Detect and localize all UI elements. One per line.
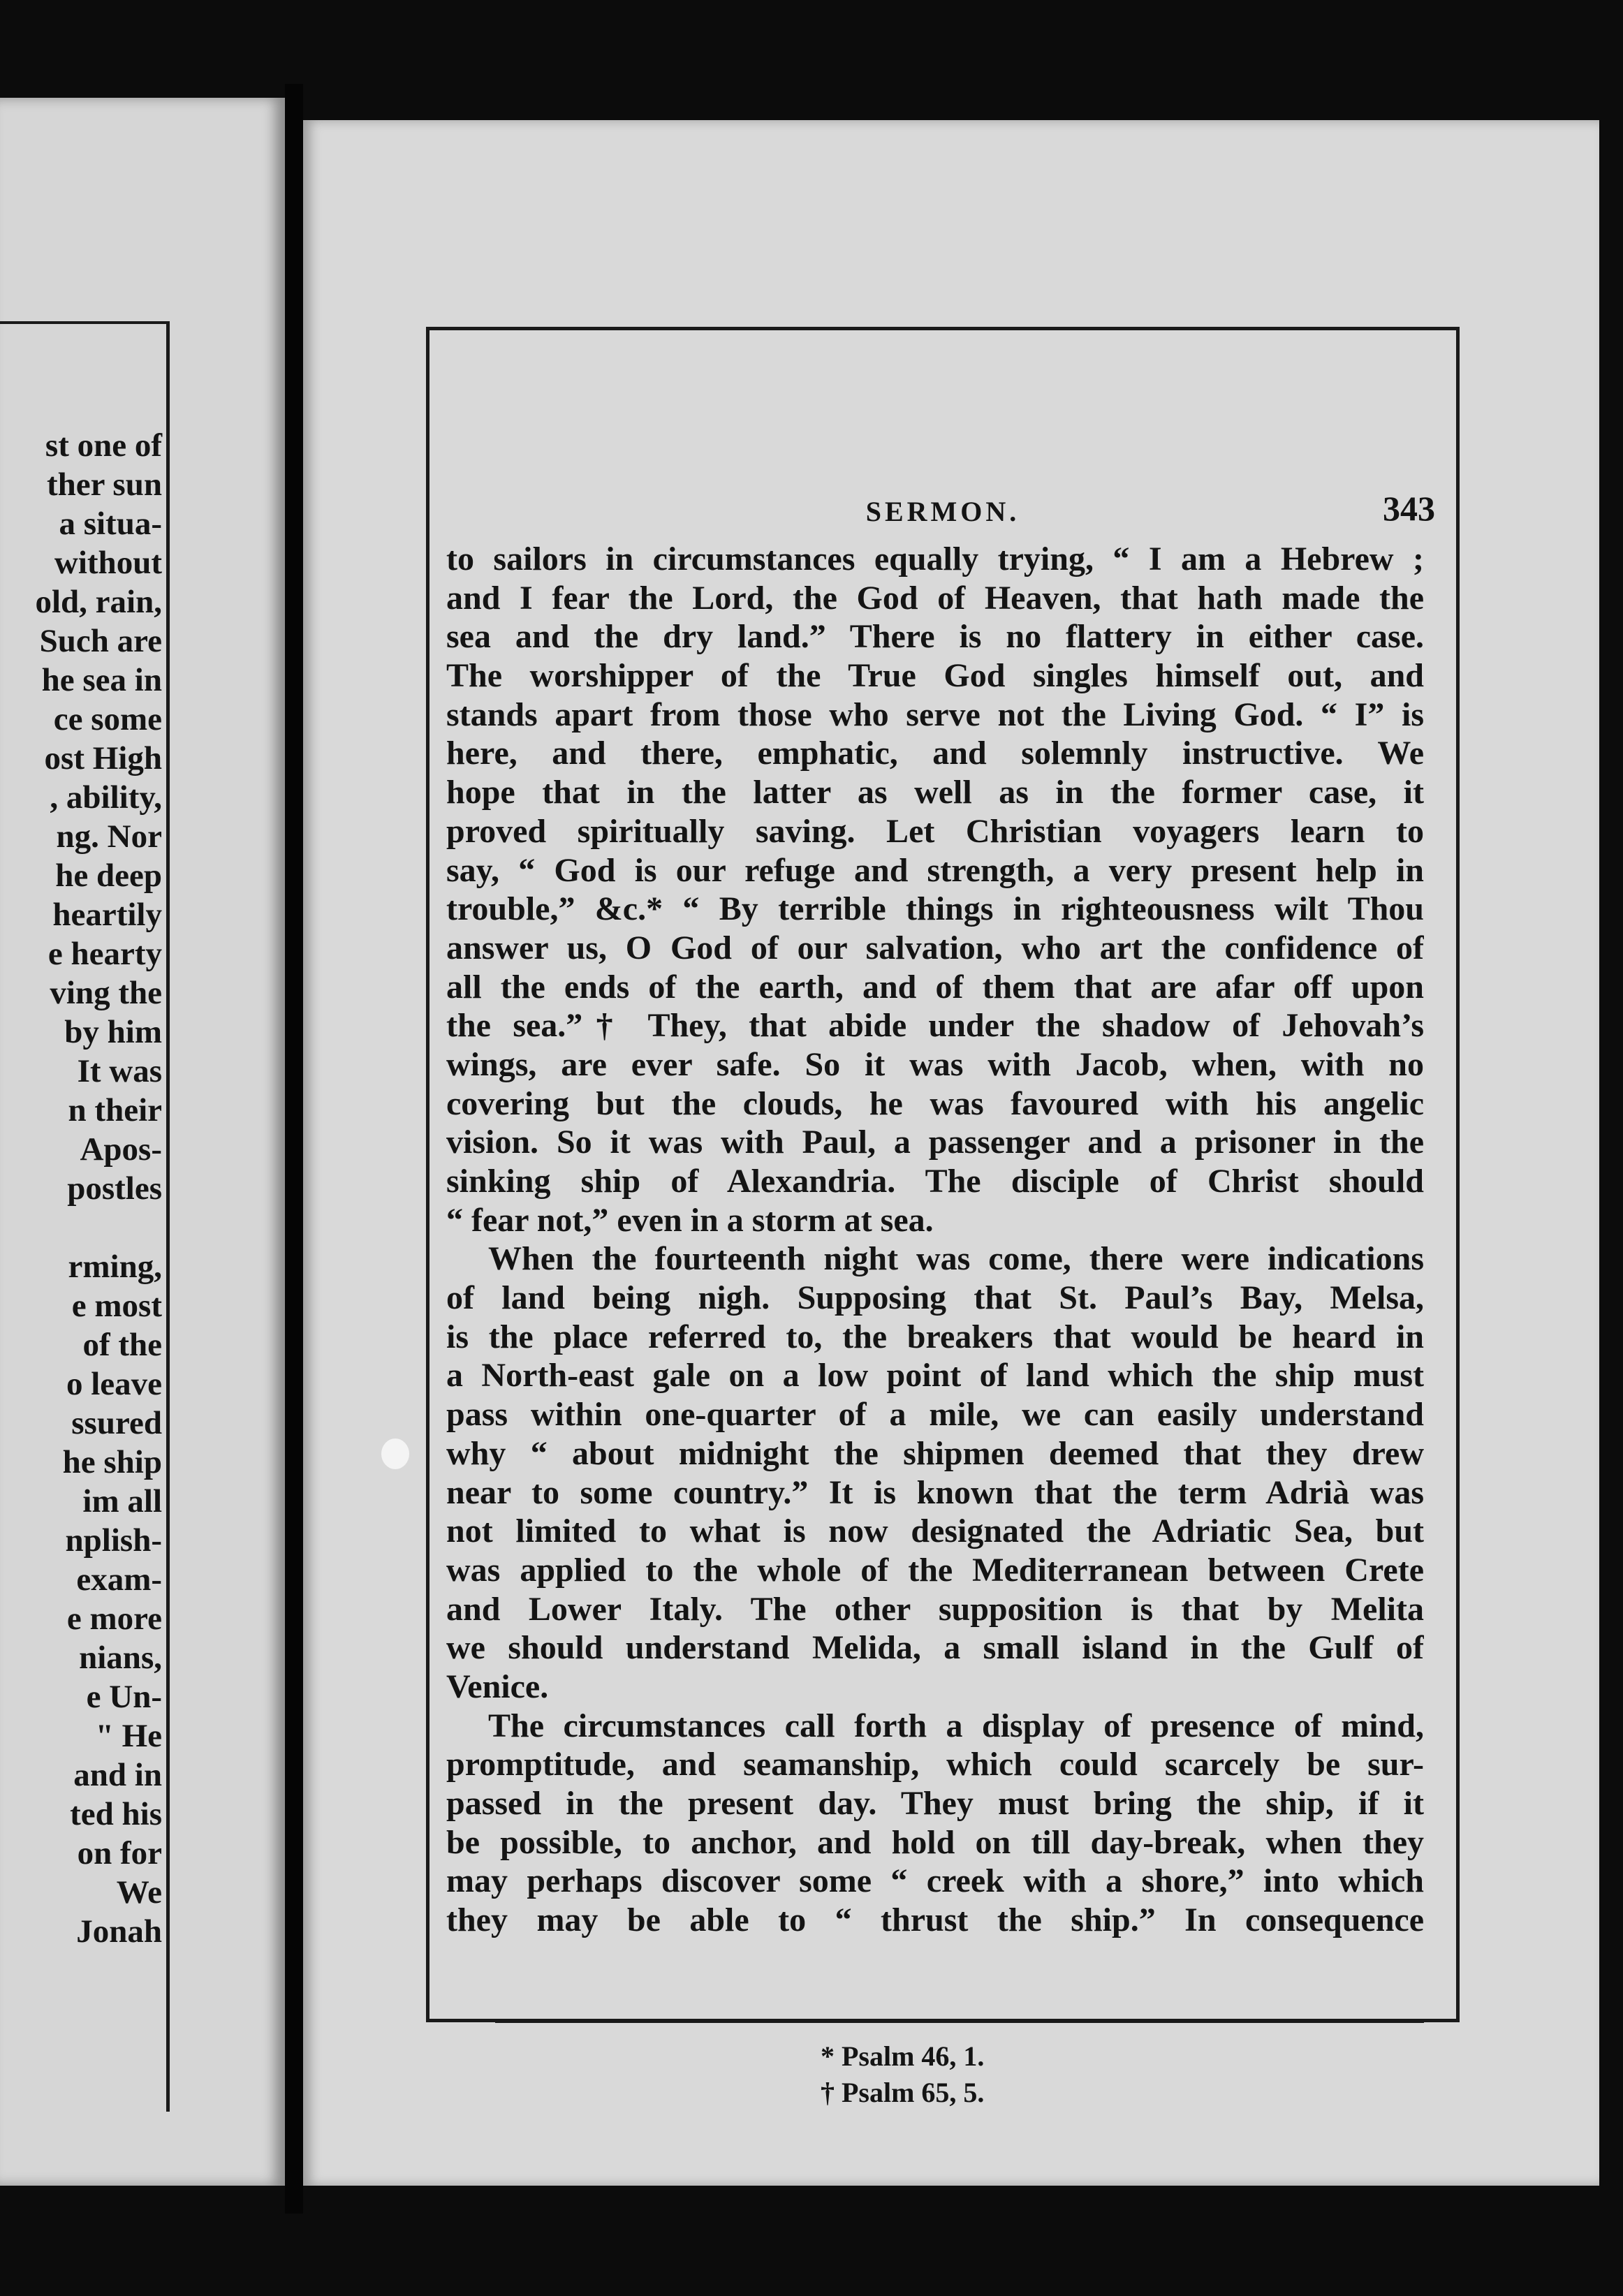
facing-page-fragment — [0, 98, 285, 2186]
facing-line: he deep — [55, 858, 162, 894]
facing-line: ce some — [53, 701, 162, 737]
facing-line: and in — [73, 1757, 162, 1793]
text-line: they may be able to “ thrust the ship.” In consequence — [446, 1901, 1424, 1939]
binding-gutter — [285, 84, 303, 2214]
text-line: Venice. — [446, 1668, 549, 1705]
text-line: When the fourteenth night was come, there were indications — [488, 1240, 1424, 1278]
facing-line: Apos- — [80, 1131, 162, 1168]
footnotes — [429, 2038, 1456, 2111]
facing-line: ving the — [50, 975, 162, 1011]
facing-line: e Un- — [86, 1679, 162, 1715]
text-line: why “ about midnight the shipmen deemed that they drew — [446, 1434, 1424, 1472]
text-line: answer us, O God of our salvation, who art the confidence of — [446, 929, 1424, 966]
text-line: “ fear not,” even in a storm at sea. — [446, 1201, 934, 1239]
text-line: near to some country.” It is known that the term Adrià was — [446, 1473, 1424, 1511]
footnote: * Psalm 46, 1. — [821, 2040, 985, 2072]
facing-line: , ability, — [50, 779, 162, 816]
facing-line: rming, — [68, 1249, 162, 1285]
facing-line: st one of — [45, 427, 162, 464]
text-line: passed in the present day. They must bring the ship, if it — [446, 1785, 1424, 1822]
facing-line: on for — [77, 1835, 162, 1871]
text-line: the sea.”† They, that abide under the shadow of Jehovah’s — [446, 1007, 1424, 1045]
text-line: sea and the dry land.” There is no flattery in either case. — [446, 618, 1424, 656]
facing-line — [0, 1208, 162, 1247]
facing-line: It was — [77, 1053, 162, 1089]
paper-blemish — [381, 1438, 409, 1469]
text-line: may perhaps discover some “ creek with a shore,” into which — [446, 1862, 1424, 1900]
facing-line: of the — [82, 1327, 162, 1363]
text-line: we should understand Melida, a small island in the Gulf of — [446, 1629, 1424, 1667]
main-page — [303, 120, 1599, 2186]
facing-line: nians, — [79, 1640, 162, 1676]
text-line: vision. So it was with Paul, a passenger and a prisoner in the — [446, 1124, 1424, 1161]
text-line: here, and there, emphatic, and solemnly instructive. We — [446, 735, 1424, 772]
facing-page-text — [0, 426, 162, 1951]
facing-line: nplish- — [65, 1522, 162, 1559]
facing-line: a situa- — [59, 506, 162, 542]
text-line: pass within one-quarter of a mile, we can easily understand — [446, 1396, 1424, 1434]
text-line: say, “ God is our refuge and strength, a very present help in — [446, 851, 1424, 889]
text-line: wings, are ever safe. So it was with Jacob, when, with no — [446, 1045, 1424, 1083]
page-number: 343 — [1383, 489, 1435, 528]
text-line: stands apart from those who serve not the Living God. “ I” is — [446, 696, 1424, 733]
facing-line: by him — [64, 1014, 162, 1050]
text-line: proved spiritually saving. Let Christian voyagers learn to — [446, 812, 1424, 850]
running-title: SERMON. — [865, 496, 1020, 527]
text-line: trouble,” &c.* “ By terrible things in righteousness wilt Thou — [446, 890, 1424, 928]
running-head — [429, 489, 1456, 537]
text-line: a North-east gale on a low point of land which the ship must — [446, 1357, 1424, 1394]
facing-line: e most — [71, 1288, 162, 1324]
facing-line: ssured — [71, 1405, 162, 1441]
text-line: was applied to the whole of the Mediterranean between Crete — [446, 1551, 1424, 1589]
facing-line: ther sun — [47, 466, 162, 503]
footnote-rule — [495, 2020, 1424, 2023]
text-line: all the ends of the earth, and of them that are afar off upon — [446, 968, 1424, 1006]
facing-line: he sea in — [41, 662, 162, 698]
text-line: The circumstances call forth a display of presence of mind, — [488, 1707, 1424, 1744]
footnote: † Psalm 65, 5. — [821, 2077, 985, 2108]
facing-line: ng. Nor — [56, 818, 162, 855]
facing-line: he ship — [62, 1444, 162, 1480]
text-line: be possible, to anchor, and hold on till day-break, when they — [446, 1823, 1424, 1861]
text-line: to sailors in circumstances equally trying, “ I am a Hebrew ; — [446, 540, 1424, 577]
facing-line: ted his — [70, 1796, 162, 1832]
body-text — [446, 540, 1424, 1940]
facing-line: heartily — [52, 897, 162, 933]
text-line: and I fear the Lord, the God of Heaven, that hath made the — [446, 579, 1424, 617]
facing-line: ost High — [44, 740, 162, 777]
facing-line: without — [54, 545, 162, 581]
text-line: covering but the clouds, he was favoured with his angelic — [446, 1084, 1424, 1122]
facing-line: e hearty — [47, 936, 162, 972]
facing-line: e more — [66, 1600, 162, 1637]
text-line: sinking ship of Alexandria. The disciple of Christ should — [446, 1163, 1424, 1200]
facing-line: " He — [95, 1718, 162, 1754]
facing-line: im all — [82, 1483, 162, 1519]
text-line: hope that in the latter as well as in the former case, it — [446, 774, 1424, 811]
facing-line: postles — [67, 1170, 162, 1207]
page-border — [426, 327, 1460, 2108]
facing-line: n their — [68, 1092, 162, 1128]
text-line: The worshipper of the True God singles himself out, and — [446, 657, 1424, 695]
facing-line: old, rain, — [35, 584, 162, 620]
text-line: is the place referred to, the breakers that would be heard in — [446, 1318, 1424, 1355]
text-line: and Lower Italy. The other supposition is that by Melita — [446, 1590, 1424, 1628]
facing-line: o leave — [66, 1366, 162, 1402]
facing-line: exam- — [76, 1561, 162, 1598]
facing-line: Jonah — [76, 1913, 162, 1950]
text-line: promptitude, and seamanship, which could scarcely be sur- — [446, 1746, 1424, 1783]
text-line: not limited to what is now designated the Adriatic Sea, but — [446, 1513, 1424, 1550]
facing-line: We — [116, 1874, 162, 1911]
facing-line: Such are — [39, 623, 162, 659]
text-line: of land being nigh. Supposing that St. Paul’s Bay, Melsa, — [446, 1279, 1424, 1317]
